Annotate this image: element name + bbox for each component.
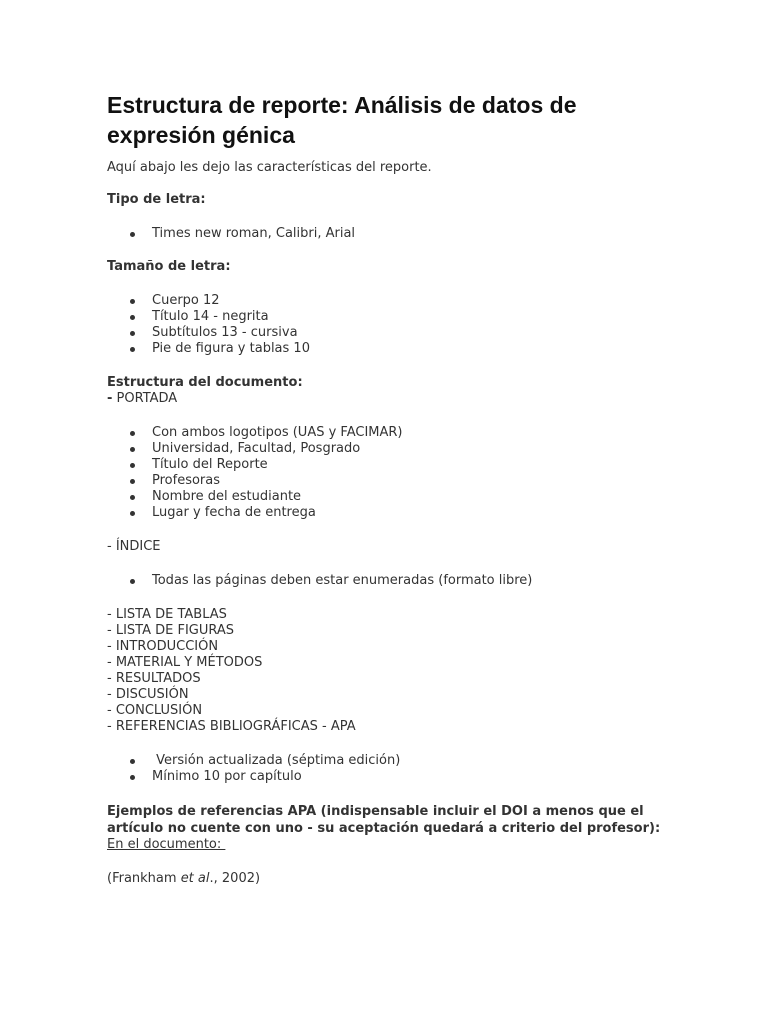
intro-text: Aquí abajo les dejo las características del reporte.	[107, 160, 432, 175]
list-item: Título 14 - negrita	[107, 309, 667, 325]
cover-text: PORTADA	[112, 391, 178, 406]
font-type-heading: Tipo de letra:	[107, 192, 206, 207]
list-item: Versión actualizada (séptima edición)	[107, 753, 667, 769]
in-document-label: En el documento:	[107, 837, 226, 852]
examples-heading: Ejemplos de referencias APA (indispensable incluir el DOI a menos que el artículo no cuente con uno - su aceptación quedará a criterio del profesor):	[107, 804, 661, 836]
citation-example	[107, 871, 667, 887]
cover-list	[107, 425, 667, 521]
section-item: - RESULTADOS	[107, 671, 201, 686]
structure-heading: Estructura del documento:	[107, 375, 303, 390]
list-item: Cuerpo 12	[107, 293, 667, 309]
index-label: - ÍNDICE	[107, 539, 161, 554]
cover-label	[107, 391, 667, 407]
section-item: - REFERENCIAS BIBLIOGRÁFICAS - APA	[107, 719, 356, 734]
list-item: Subtítulos 13 - cursiva	[107, 325, 667, 341]
section-item: - LISTA DE TABLAS	[107, 607, 227, 622]
list-item: Nombre del estudiante	[107, 489, 667, 505]
list-item: Título del Reporte	[107, 457, 667, 473]
section-item: - DISCUSIÓN	[107, 687, 189, 702]
section-item: - CONCLUSIÓN	[107, 703, 203, 718]
section-item: - MATERIAL Y MÉTODOS	[107, 655, 263, 670]
list-item: Lugar y fecha de entrega	[107, 505, 667, 521]
list-item: Todas las páginas deben estar enumeradas (formato libre)	[107, 573, 667, 589]
font-type-list	[107, 226, 667, 242]
section-item: - INTRODUCCIÓN	[107, 639, 219, 654]
document-content	[107, 90, 667, 887]
index-list	[107, 573, 667, 589]
list-item: Mínimo 10 por capítulo	[107, 769, 667, 785]
font-size-heading: Tamaño de letra:	[107, 259, 231, 274]
section-list	[107, 607, 667, 735]
reference-requirements-list	[107, 753, 667, 785]
list-item: Con ambos logotipos (UAS y FACIMAR)	[107, 425, 667, 441]
citation-close: ., 2002)	[209, 871, 261, 886]
list-item: Universidad, Facultad, Posgrado	[107, 441, 667, 457]
list-item: Pie de figura y tablas 10	[107, 341, 667, 357]
citation-open: (Frankham	[107, 871, 181, 886]
list-item: Profesoras	[107, 473, 667, 489]
citation-etal: et al	[180, 871, 210, 886]
section-item: - LISTA DE FIGURAS	[107, 623, 235, 638]
list-item: Times new roman, Calibri, Arial	[107, 226, 667, 242]
cover-dash: -	[107, 391, 113, 406]
page-title: Estructura de reporte: Análisis de datos de expresión génica	[107, 92, 577, 148]
font-size-list	[107, 293, 667, 357]
